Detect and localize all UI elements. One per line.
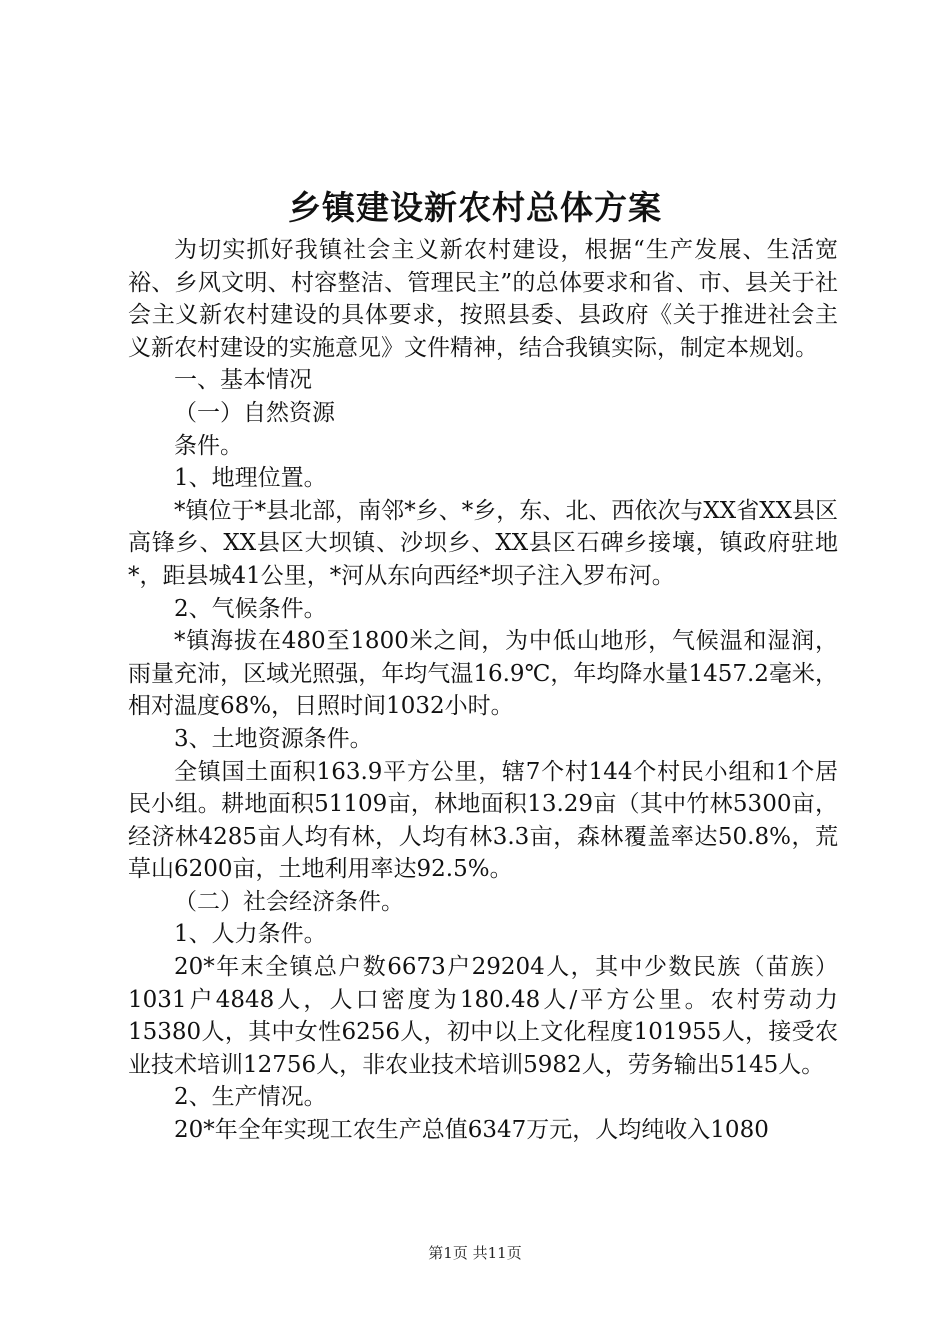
document-body bbox=[128, 234, 838, 1147]
paragraph-intro: 为切实抓好我镇社会主义新农村建设，根据“生产发展、生活宽裕、乡风文明、村容整洁、管理民主”的总体要求和省、市、县关于社会主义新农村建设的具体要求，按照县委、县政府《关于推进社会主义新农村建设的实施意见》文件精神，结合我镇实际，制定本规划。 bbox=[128, 237, 838, 361]
page-footer: 第1页 共11页 bbox=[428, 1244, 522, 1262]
item-heading-climate: 2、气候条件。 bbox=[174, 595, 327, 622]
item-heading-land: 3、土地资源条件。 bbox=[174, 725, 373, 752]
paragraph-location: *镇位于*县北部，南邻*乡、*乡，东、北、西依次与XX省XX县区高锋乡、XX县区大坝镇、沙坝乡、XX县区石碑乡接壤，镇政府驻地*，距县城41公里，*河从东向西经*坝子注入罗布河。 bbox=[128, 497, 838, 589]
item-heading-production: 2、生产情况。 bbox=[174, 1084, 327, 1111]
item-heading-location: 1、地理位置。 bbox=[174, 465, 327, 492]
document-title: 乡镇建设新农村总体方案 bbox=[288, 188, 662, 227]
paragraph-conditions: 条件。 bbox=[174, 432, 243, 459]
subsection-heading-socioeconomic: （二）社会经济条件。 bbox=[174, 888, 404, 915]
paragraph-climate: *镇海拔在480至1800米之间，为中低山地形，气候温和湿润，雨量充沛，区域光照强，年均气温16.9℃，年均降水量1457.2毫米，相对温度68%，日照时间1032小时。 bbox=[128, 628, 838, 720]
paragraph-human: 20*年末全镇总户数6673户29204人，其中少数民族（苗族）1031户4848人，人口密度为180.48人/平方公里。农村劳动力15380人，其中女性6256人，初中以上文化程度101955人，接受农业技术培训12756人，非农业技术培训5982人，劳务输出5145人。 bbox=[128, 954, 838, 1078]
section-heading-basic: 一、基本情况 bbox=[174, 367, 312, 394]
paragraph-land: 全镇国土面积163.9平方公里，辖7个村144个村民小组和1个居民小组。耕地面积51109亩，林地面积13.29亩（其中竹林5300亩，经济林4285亩人均有林，人均有林3.3亩，森林覆盖率达50.8%，荒草山6200亩，土地利用率达92.5%。 bbox=[128, 758, 838, 883]
item-heading-human: 1、人力条件。 bbox=[174, 921, 327, 948]
paragraph-production: 20*年全年实现工农生产总值6347万元，人均纯收入1080 bbox=[174, 1117, 769, 1144]
subsection-heading-natural: （一）自然资源 bbox=[174, 399, 335, 426]
